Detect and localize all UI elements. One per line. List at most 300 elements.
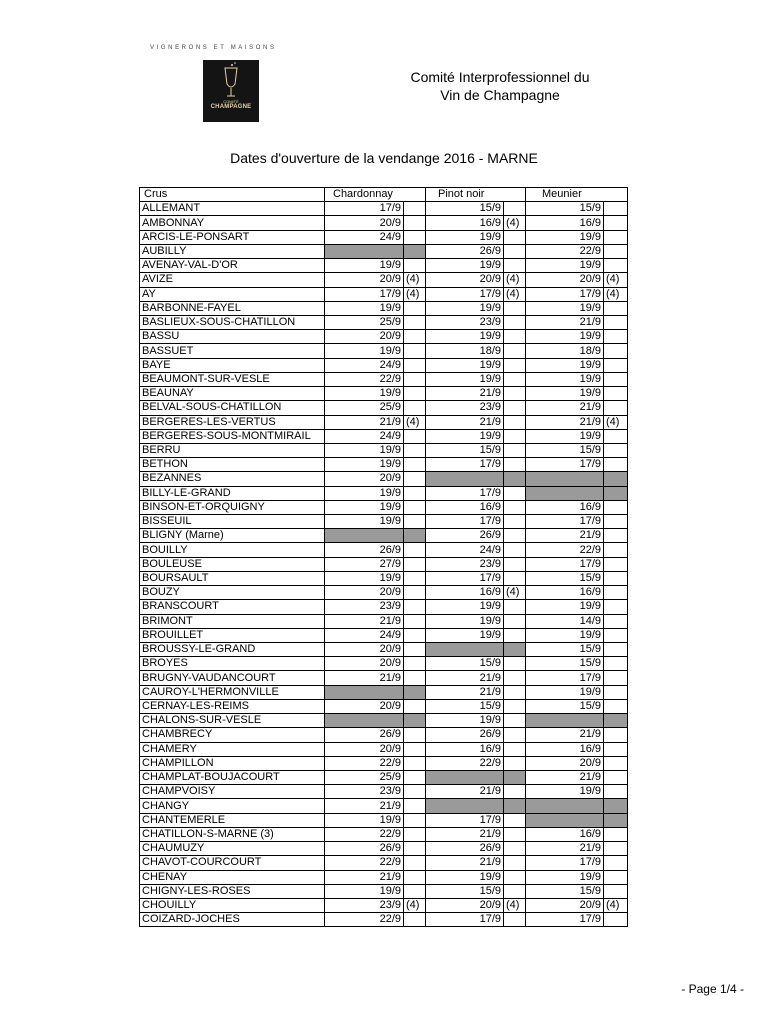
pinot-noir-date: 19/9	[426, 330, 504, 344]
pinot-noir-note	[504, 856, 526, 870]
column-header-chardonnay: Chardonnay	[325, 188, 426, 202]
cru-name: BETHON	[140, 458, 325, 472]
pinot-noir-note	[504, 301, 526, 315]
meunier-note	[604, 699, 628, 713]
chardonnay-note	[404, 301, 426, 315]
cru-name: BRUGNY-VAUDANCOURT	[140, 671, 325, 685]
pinot-noir-note	[504, 429, 526, 443]
cru-name: BOULEUSE	[140, 557, 325, 571]
pinot-noir-note	[504, 472, 526, 486]
chardonnay-note	[404, 742, 426, 756]
cru-name: BERRU	[140, 443, 325, 457]
chardonnay-date: 19/9	[325, 301, 404, 315]
chardonnay-date: 19/9	[325, 515, 404, 529]
pinot-noir-date: 23/9	[426, 401, 504, 415]
cru-name: CHAMPVOISY	[140, 785, 325, 799]
meunier-date: 17/9	[526, 287, 604, 301]
pinot-noir-date: 19/9	[426, 870, 504, 884]
table-row	[140, 216, 628, 230]
meunier-note	[604, 643, 628, 657]
table-row	[140, 244, 628, 258]
chardonnay-note	[404, 699, 426, 713]
chardonnay-note: (4)	[404, 415, 426, 429]
pinot-noir-date: 19/9	[426, 259, 504, 273]
table-row	[140, 600, 628, 614]
chardonnay-date: 20/9	[325, 216, 404, 230]
table-row	[140, 657, 628, 671]
cru-name: BERGERES-LES-VERTUS	[140, 415, 325, 429]
meunier-date: 14/9	[526, 614, 604, 628]
chardonnay-date: 23/9	[325, 600, 404, 614]
meunier-note	[604, 770, 628, 784]
meunier-date: 19/9	[526, 301, 604, 315]
pinot-noir-date: 15/9	[426, 443, 504, 457]
pinot-noir-note	[504, 358, 526, 372]
cru-name: AUBILLY	[140, 244, 325, 258]
table-row	[140, 614, 628, 628]
meunier-date: 19/9	[526, 230, 604, 244]
meunier-note	[604, 344, 628, 358]
table-row	[140, 458, 628, 472]
pinot-noir-note	[504, 557, 526, 571]
pinot-noir-date: 21/9	[426, 856, 504, 870]
meunier-date: 20/9	[526, 898, 604, 912]
pinot-noir-date: 21/9	[426, 415, 504, 429]
chardonnay-note	[404, 643, 426, 657]
cru-name: CHANTEMERLE	[140, 813, 325, 827]
pinot-noir-date: 23/9	[426, 315, 504, 329]
table-row	[140, 515, 628, 529]
pinot-noir-note	[504, 259, 526, 273]
chardonnay-date: 21/9	[325, 614, 404, 628]
pinot-noir-date: 19/9	[426, 628, 504, 642]
pinot-noir-date: 19/9	[426, 358, 504, 372]
chardonnay-note	[404, 244, 426, 258]
table-row	[140, 315, 628, 329]
pinot-noir-date	[426, 770, 504, 784]
chardonnay-date: 20/9	[325, 472, 404, 486]
cru-name: AVENAY-VAL-D'OR	[140, 259, 325, 273]
table-row	[140, 671, 628, 685]
pinot-noir-note	[504, 415, 526, 429]
meunier-date	[526, 799, 604, 813]
chardonnay-date: 24/9	[325, 628, 404, 642]
chardonnay-note	[404, 842, 426, 856]
meunier-date: 19/9	[526, 628, 604, 642]
column-header-pinot-noir: Pinot noir	[426, 188, 526, 202]
pinot-noir-note	[504, 742, 526, 756]
pinot-noir-date	[426, 799, 504, 813]
meunier-date: 15/9	[526, 657, 604, 671]
meunier-note	[604, 571, 628, 585]
chardonnay-note	[404, 770, 426, 784]
table-row	[140, 898, 628, 912]
pinot-noir-date: 21/9	[426, 671, 504, 685]
pinot-noir-date: 21/9	[426, 387, 504, 401]
meunier-date: 21/9	[526, 315, 604, 329]
cru-name: BROUILLET	[140, 628, 325, 642]
meunier-date: 15/9	[526, 202, 604, 216]
chardonnay-date: 20/9	[325, 699, 404, 713]
tagline: VIGNERONS ET MAISONS	[150, 45, 277, 51]
chardonnay-note	[404, 458, 426, 472]
chardonnay-note	[404, 202, 426, 216]
chardonnay-note: (4)	[404, 898, 426, 912]
pinot-noir-date: 26/9	[426, 842, 504, 856]
chardonnay-note	[404, 685, 426, 699]
meunier-note	[604, 728, 628, 742]
pinot-noir-date: 15/9	[426, 202, 504, 216]
page-number: - Page 1/4 -	[681, 982, 744, 996]
meunier-note: (4)	[604, 287, 628, 301]
chardonnay-note	[404, 344, 426, 358]
chardonnay-date: 25/9	[325, 770, 404, 784]
pinot-noir-date: 19/9	[426, 372, 504, 386]
pinot-noir-note	[504, 500, 526, 514]
pinot-noir-note	[504, 799, 526, 813]
meunier-date: 22/9	[526, 244, 604, 258]
table-row	[140, 358, 628, 372]
table-row	[140, 643, 628, 657]
table-row	[140, 571, 628, 585]
cru-name: CHANGY	[140, 799, 325, 813]
cru-name: BOURSAULT	[140, 571, 325, 585]
table-row	[140, 259, 628, 273]
table-row	[140, 770, 628, 784]
cru-name: CHENAY	[140, 870, 325, 884]
table-row	[140, 230, 628, 244]
meunier-note	[604, 315, 628, 329]
chardonnay-note	[404, 216, 426, 230]
chardonnay-date: 19/9	[325, 813, 404, 827]
pinot-noir-note: (4)	[504, 216, 526, 230]
cru-name: BLIGNY (Marne)	[140, 529, 325, 543]
chardonnay-note	[404, 628, 426, 642]
cru-name: BAYE	[140, 358, 325, 372]
pinot-noir-note	[504, 387, 526, 401]
meunier-note	[604, 401, 628, 415]
table-header-row	[140, 188, 628, 202]
cru-name: CHAUMUZY	[140, 842, 325, 856]
chardonnay-date: 19/9	[325, 443, 404, 457]
chardonnay-date: 19/9	[325, 259, 404, 273]
cru-name: AY	[140, 287, 325, 301]
pinot-noir-date: 26/9	[426, 529, 504, 543]
pinot-noir-note: (4)	[504, 898, 526, 912]
cru-name: BROUSSY-LE-GRAND	[140, 643, 325, 657]
cru-name: BASLIEUX-SOUS-CHATILLON	[140, 315, 325, 329]
chardonnay-date: 22/9	[325, 856, 404, 870]
pinot-noir-date: 15/9	[426, 884, 504, 898]
meunier-note	[604, 387, 628, 401]
cru-name: CHATILLON-S-MARNE (3)	[140, 827, 325, 841]
chardonnay-note: (4)	[404, 287, 426, 301]
chardonnay-note	[404, 259, 426, 273]
meunier-date: 19/9	[526, 429, 604, 443]
meunier-note: (4)	[604, 273, 628, 287]
table-row	[140, 856, 628, 870]
pinot-noir-note	[504, 699, 526, 713]
chardonnay-date: 27/9	[325, 557, 404, 571]
chardonnay-date: 24/9	[325, 429, 404, 443]
meunier-date: 20/9	[526, 273, 604, 287]
pinot-noir-note	[504, 884, 526, 898]
cru-name: BARBONNE-FAYEL	[140, 301, 325, 315]
pinot-noir-note	[504, 315, 526, 329]
cru-name: BINSON-ET-ORQUIGNY	[140, 500, 325, 514]
chardonnay-note	[404, 230, 426, 244]
champagne-glass-icon	[203, 60, 259, 122]
chardonnay-note	[404, 543, 426, 557]
table-row	[140, 628, 628, 642]
cru-name: CHALONS-SUR-VESLE	[140, 714, 325, 728]
meunier-note	[604, 785, 628, 799]
cru-name: COIZARD-JOCHES	[140, 913, 325, 927]
table-row	[140, 842, 628, 856]
chardonnay-note	[404, 756, 426, 770]
meunier-note	[604, 799, 628, 813]
chardonnay-note	[404, 387, 426, 401]
chardonnay-note	[404, 330, 426, 344]
meunier-note	[604, 685, 628, 699]
chardonnay-note	[404, 728, 426, 742]
cru-name: BEAUMONT-SUR-VESLE	[140, 372, 325, 386]
cru-name: ARCIS-LE-PONSART	[140, 230, 325, 244]
chardonnay-date	[325, 529, 404, 543]
document-title: Dates d'ouverture de la vendange 2016 - MARNE	[230, 150, 538, 166]
chardonnay-note	[404, 401, 426, 415]
table-row	[140, 685, 628, 699]
chardonnay-note	[404, 884, 426, 898]
chardonnay-note	[404, 813, 426, 827]
column-header-meunier: Meunier	[526, 188, 628, 202]
cru-name: CHAMPILLON	[140, 756, 325, 770]
chardonnay-date: 26/9	[325, 842, 404, 856]
meunier-date: 16/9	[526, 827, 604, 841]
pinot-noir-note	[504, 671, 526, 685]
meunier-date: 17/9	[526, 515, 604, 529]
pinot-noir-date: 17/9	[426, 913, 504, 927]
meunier-note	[604, 202, 628, 216]
chardonnay-date: 20/9	[325, 657, 404, 671]
meunier-note	[604, 259, 628, 273]
table-row	[140, 202, 628, 216]
meunier-date: 21/9	[526, 529, 604, 543]
chardonnay-note	[404, 486, 426, 500]
table-row	[140, 714, 628, 728]
table-row	[140, 486, 628, 500]
meunier-note	[604, 657, 628, 671]
pinot-noir-note: (4)	[504, 586, 526, 600]
pinot-noir-date: 16/9	[426, 216, 504, 230]
chardonnay-date: 20/9	[325, 330, 404, 344]
pinot-noir-date: 15/9	[426, 699, 504, 713]
pinot-noir-date: 26/9	[426, 728, 504, 742]
meunier-date: 15/9	[526, 699, 604, 713]
table-row	[140, 799, 628, 813]
table-row	[140, 785, 628, 799]
chardonnay-note	[404, 785, 426, 799]
chardonnay-note	[404, 500, 426, 514]
meunier-date: 20/9	[526, 756, 604, 770]
table-row	[140, 884, 628, 898]
table-row	[140, 870, 628, 884]
cru-name: BISSEUIL	[140, 515, 325, 529]
table-row	[140, 699, 628, 713]
chardonnay-note	[404, 515, 426, 529]
chardonnay-note	[404, 856, 426, 870]
pinot-noir-note	[504, 913, 526, 927]
chardonnay-date: 19/9	[325, 344, 404, 358]
cru-name: CHAMERY	[140, 742, 325, 756]
pinot-noir-note	[504, 571, 526, 585]
meunier-note	[604, 529, 628, 543]
meunier-date: 19/9	[526, 259, 604, 273]
cru-name: CHIGNY-LES-ROSES	[140, 884, 325, 898]
chardonnay-date	[325, 714, 404, 728]
cru-name: BERGERES-SOUS-MONTMIRAIL	[140, 429, 325, 443]
cru-name: BEAUNAY	[140, 387, 325, 401]
chardonnay-note	[404, 586, 426, 600]
pinot-noir-note	[504, 529, 526, 543]
pinot-noir-date: 16/9	[426, 586, 504, 600]
harvest-dates-table	[139, 187, 628, 927]
table-row	[140, 813, 628, 827]
meunier-note	[604, 557, 628, 571]
pinot-noir-note	[504, 401, 526, 415]
meunier-note	[604, 671, 628, 685]
pinot-noir-note	[504, 813, 526, 827]
meunier-date	[526, 472, 604, 486]
pinot-noir-date: 20/9	[426, 273, 504, 287]
cru-name: BELVAL-SOUS-CHATILLON	[140, 401, 325, 415]
pinot-noir-date: 19/9	[426, 230, 504, 244]
column-header-crus: Crus	[140, 188, 325, 202]
pinot-noir-date	[426, 643, 504, 657]
meunier-date: 19/9	[526, 372, 604, 386]
cru-name: BEZANNES	[140, 472, 325, 486]
pinot-noir-note	[504, 657, 526, 671]
meunier-note	[604, 842, 628, 856]
table-row	[140, 287, 628, 301]
chardonnay-date: 25/9	[325, 401, 404, 415]
meunier-note	[604, 870, 628, 884]
chardonnay-note	[404, 529, 426, 543]
meunier-date: 19/9	[526, 387, 604, 401]
chardonnay-note	[404, 315, 426, 329]
meunier-note	[604, 301, 628, 315]
table-row	[140, 330, 628, 344]
meunier-note	[604, 230, 628, 244]
cru-name: CAUROY-L'HERMONVILLE	[140, 685, 325, 699]
cru-name: BOUILLY	[140, 543, 325, 557]
meunier-note	[604, 714, 628, 728]
meunier-date: 19/9	[526, 685, 604, 699]
chardonnay-note	[404, 913, 426, 927]
meunier-note	[604, 628, 628, 642]
chardonnay-date: 20/9	[325, 643, 404, 657]
pinot-noir-note	[504, 714, 526, 728]
meunier-note	[604, 856, 628, 870]
table-row	[140, 529, 628, 543]
chardonnay-note	[404, 472, 426, 486]
table-row	[140, 344, 628, 358]
meunier-note	[604, 358, 628, 372]
cru-name: AMBONNAY	[140, 216, 325, 230]
meunier-date	[526, 714, 604, 728]
meunier-note	[604, 813, 628, 827]
table-row	[140, 913, 628, 927]
chardonnay-note	[404, 600, 426, 614]
chardonnay-date: 21/9	[325, 799, 404, 813]
chardonnay-date: 20/9	[325, 586, 404, 600]
chardonnay-note	[404, 870, 426, 884]
pinot-noir-date: 15/9	[426, 657, 504, 671]
pinot-noir-note	[504, 443, 526, 457]
chardonnay-date: 19/9	[325, 571, 404, 585]
meunier-note: (4)	[604, 898, 628, 912]
cru-name: BASSUET	[140, 344, 325, 358]
meunier-note	[604, 614, 628, 628]
table-row	[140, 443, 628, 457]
chardonnay-date: 24/9	[325, 230, 404, 244]
champagne-logo	[203, 60, 259, 122]
pinot-noir-date: 21/9	[426, 685, 504, 699]
chardonnay-date: 23/9	[325, 898, 404, 912]
cru-name: BASSU	[140, 330, 325, 344]
chardonnay-date: 22/9	[325, 913, 404, 927]
chardonnay-note: (4)	[404, 273, 426, 287]
pinot-noir-note	[504, 770, 526, 784]
chardonnay-date: 19/9	[325, 500, 404, 514]
pinot-noir-note	[504, 785, 526, 799]
meunier-note	[604, 600, 628, 614]
cru-name: CHAMBRECY	[140, 728, 325, 742]
org-line-1: Comité Interprofessionnel du	[410, 69, 590, 85]
pinot-noir-note	[504, 685, 526, 699]
meunier-note	[604, 543, 628, 557]
meunier-date: 19/9	[526, 358, 604, 372]
pinot-noir-date: 16/9	[426, 500, 504, 514]
logo-brand-text: CHAMPAGNE	[210, 104, 252, 110]
meunier-note	[604, 827, 628, 841]
cru-name: CHAVOT-COURCOURT	[140, 856, 325, 870]
table-row	[140, 728, 628, 742]
cru-name: AVIZE	[140, 273, 325, 287]
meunier-date	[526, 813, 604, 827]
meunier-date: 18/9	[526, 344, 604, 358]
cru-name: BRIMONT	[140, 614, 325, 628]
meunier-note	[604, 742, 628, 756]
meunier-date: 19/9	[526, 785, 604, 799]
chardonnay-note	[404, 714, 426, 728]
meunier-date: 16/9	[526, 500, 604, 514]
meunier-note	[604, 429, 628, 443]
table-row	[140, 742, 628, 756]
chardonnay-date: 19/9	[325, 458, 404, 472]
pinot-noir-note	[504, 230, 526, 244]
meunier-date: 16/9	[526, 742, 604, 756]
pinot-noir-date: 26/9	[426, 244, 504, 258]
chardonnay-note	[404, 443, 426, 457]
cru-name: CHOUILLY	[140, 898, 325, 912]
cru-name: CERNAY-LES-REIMS	[140, 699, 325, 713]
table-row	[140, 429, 628, 443]
cru-name: ALLEMANT	[140, 202, 325, 216]
chardonnay-date: 19/9	[325, 486, 404, 500]
chardonnay-date: 17/9	[325, 202, 404, 216]
pinot-noir-note	[504, 643, 526, 657]
